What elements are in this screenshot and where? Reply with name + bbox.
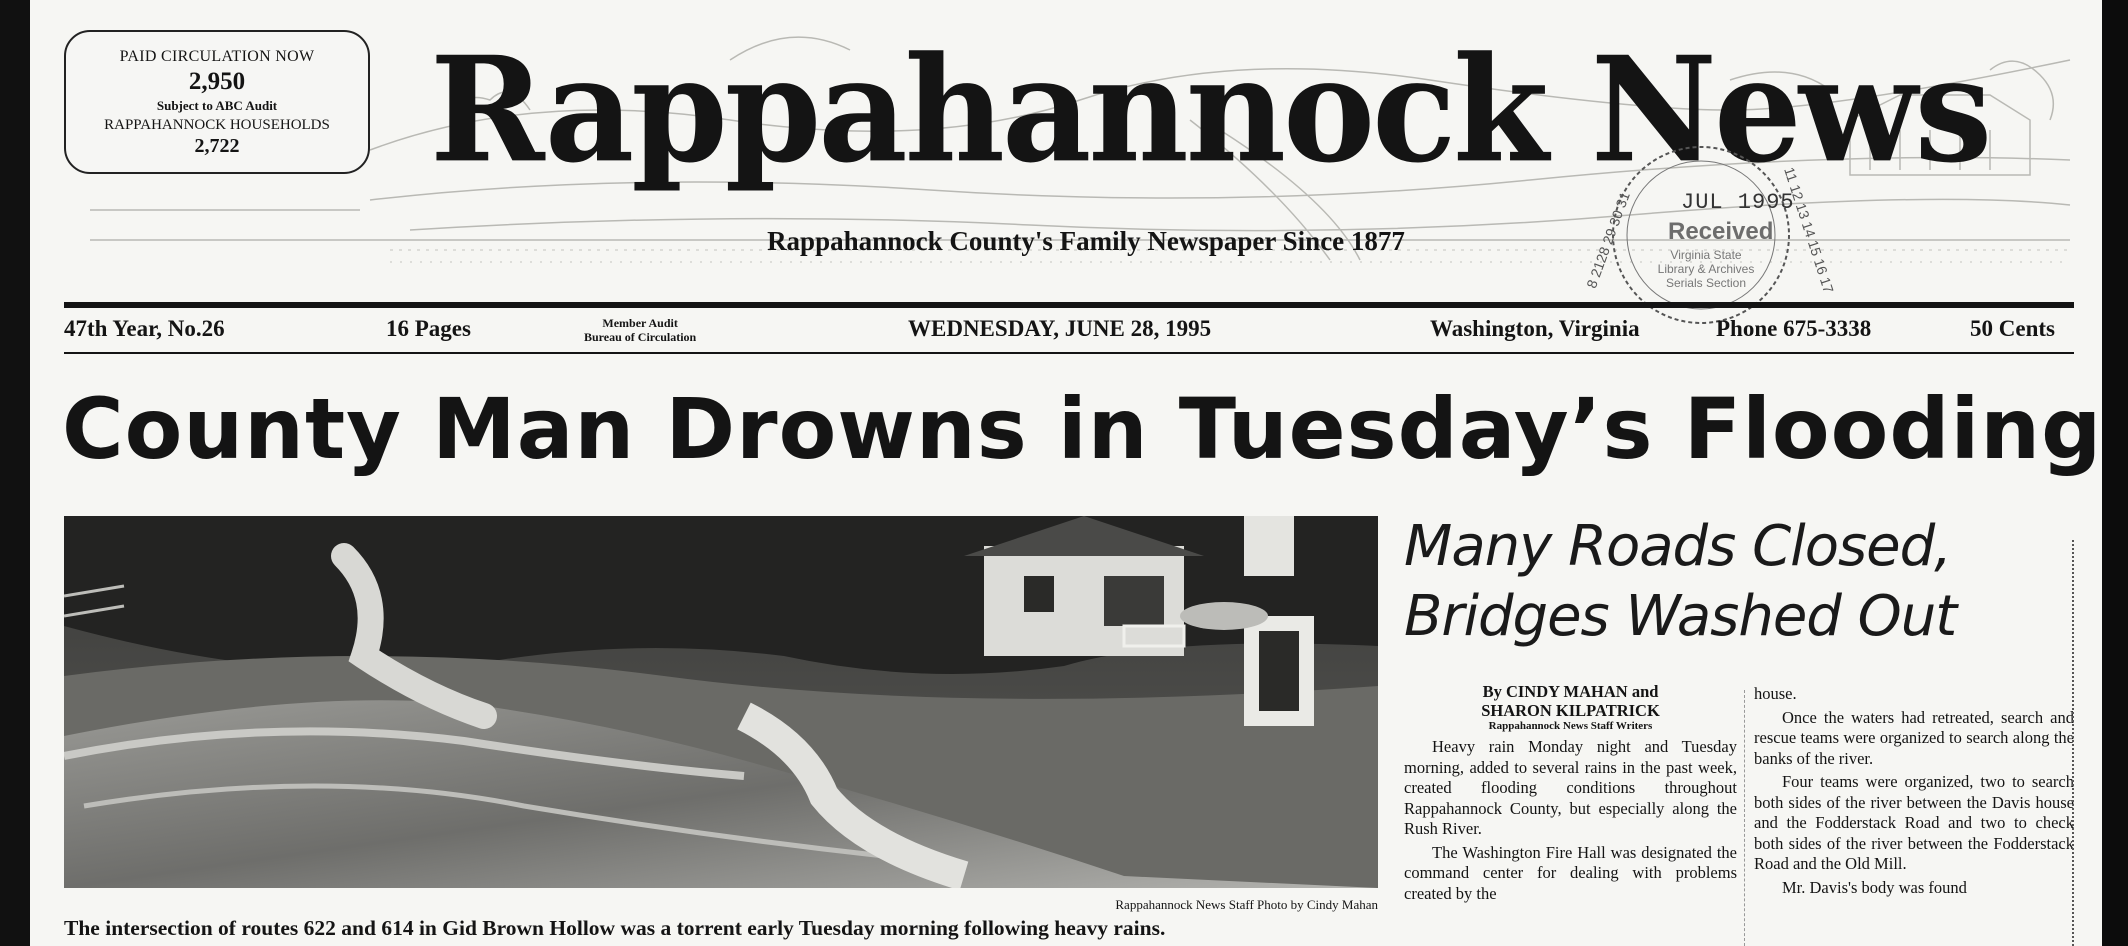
paid-circulation-box bbox=[64, 30, 370, 174]
article-paragraph: Four teams were organized, two to search both sides of the river between the Davis house and the Fodderstack Road and two to check both sides of the river between the Fodderstack Road and the Old Mill. bbox=[1754, 772, 2074, 873]
newspaper-nameplate: Rappahannock News bbox=[430, 23, 1990, 196]
households-label: RAPPAHANNOCK HOUSEHOLDS bbox=[104, 117, 330, 133]
audit-line-2: Bureau of Circulation bbox=[584, 330, 697, 344]
newspaper-slogan: Rappahannock County's Family Newspaper Since 1877 bbox=[767, 226, 1405, 256]
audit-line-1: Member Audit bbox=[602, 316, 678, 330]
stamp-received: Received bbox=[1668, 218, 1774, 245]
stamp-line-3: Serials Section bbox=[1665, 276, 1747, 290]
circulation-label: PAID CIRCULATION NOW bbox=[119, 48, 315, 65]
flood-photo-image bbox=[64, 516, 1378, 888]
dateline-bar bbox=[64, 312, 2074, 350]
sub-headline-line-2: Bridges Washed Out bbox=[1404, 584, 1957, 649]
photo-caption: The intersection of routes 622 and 614 in Gid Brown Hollow was a torrent early Tuesday morning following heavy rains. bbox=[64, 916, 1166, 940]
audit-bureau-note bbox=[584, 316, 696, 344]
article-paragraph: Once the waters had retreated, search and rescue teams were organized to search along the banks of the river. bbox=[1754, 707, 2074, 768]
byline-line-1: By CINDY MAHAN and bbox=[1482, 682, 1659, 701]
sub-headline bbox=[1404, 512, 2064, 652]
byline-line-2: SHARON KILPATRICK bbox=[1481, 701, 1660, 720]
dateline-rule-thin bbox=[64, 352, 2074, 354]
phone-number: Phone 675-3338 bbox=[1716, 316, 1872, 341]
circulation-count: 2,950 bbox=[188, 68, 246, 95]
article-column-2 bbox=[1754, 684, 2074, 901]
page-count: 16 Pages bbox=[386, 316, 471, 341]
masthead-rule-thick bbox=[64, 302, 2074, 308]
article-paragraph: Mr. Davis's body was found bbox=[1782, 877, 1967, 897]
publication-place: Washington, Virginia bbox=[1430, 316, 1640, 341]
article-paragraph: The Washington Fire Hall was designated the command center for dealing with problems created by the bbox=[1404, 842, 1737, 903]
flood-photo bbox=[64, 516, 1378, 888]
page-edge-dotted-rule bbox=[2072, 540, 2074, 946]
sub-headline-line-1: Many Roads Closed, bbox=[1404, 514, 1951, 579]
article-paragraph: house. bbox=[1754, 684, 1797, 703]
stamp-ring-left: 8 2128 29 30 31 bbox=[1583, 189, 1633, 291]
article-paragraph: Heavy rain Monday night and Tuesday morning, added to several rains in the past week, created flooding conditions throughout Rappahannock County, but especially along the Rush River. bbox=[1404, 737, 1737, 838]
scan-edge-shadow bbox=[2102, 0, 2128, 946]
stamp-date: JUL 1995 bbox=[1681, 190, 1795, 215]
price: 50 Cents bbox=[1970, 316, 2055, 341]
stamp-line-1: Virginia State bbox=[1670, 248, 1742, 262]
photo-credit: Rappahannock News Staff Photo by Cindy Mahan bbox=[1115, 897, 1378, 912]
stamp-line-2: Library & Archives bbox=[1657, 262, 1755, 276]
households-count: 2,722 bbox=[194, 135, 240, 157]
column-divider bbox=[1744, 690, 1745, 946]
article-byline bbox=[1404, 682, 1737, 733]
article-column-1 bbox=[1404, 682, 1737, 907]
year-and-issue: 47th Year, No.26 bbox=[64, 316, 225, 341]
byline-staff: Rappahannock News Staff Writers bbox=[1488, 720, 1653, 732]
issue-date: WEDNESDAY, JUNE 28, 1995 bbox=[908, 316, 1212, 341]
stamp-ring-right: 11 12 13 14 15 16 17 bbox=[1781, 165, 1837, 295]
main-headline: County Man Drowns in Tuesday’s Flooding bbox=[62, 380, 2102, 478]
newspaper-page bbox=[30, 0, 2102, 946]
circulation-audit-note: Subject to ABC Audit bbox=[156, 98, 278, 113]
